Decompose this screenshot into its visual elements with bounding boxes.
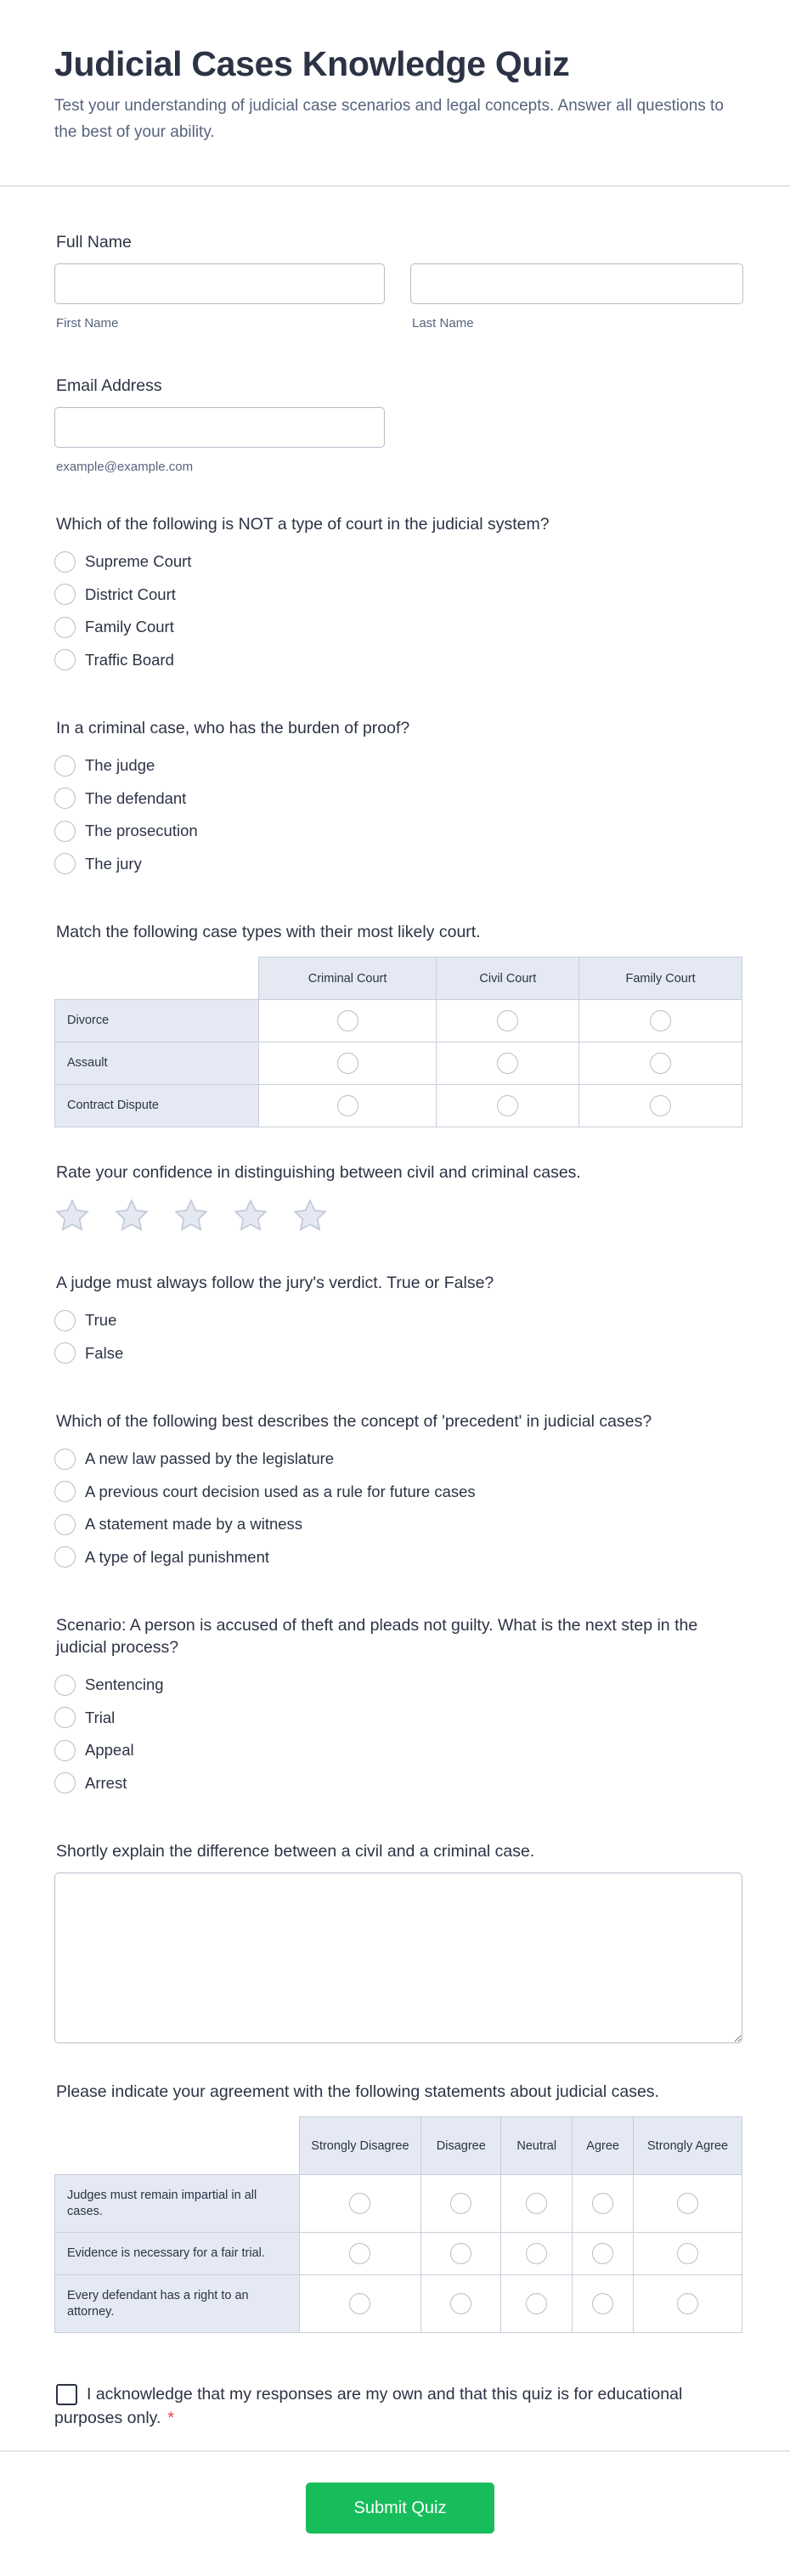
email-label: Email Address <box>56 376 162 395</box>
radio-option-label: The judge <box>85 756 155 775</box>
matrix-radio[interactable] <box>592 2243 613 2264</box>
long-answer-textarea[interactable] <box>54 1873 742 2043</box>
matrix-table <box>54 957 742 1127</box>
matrix-row <box>55 2233 742 2275</box>
matrix-table <box>54 2116 742 2333</box>
matrix-row-label: Judges must remain impartial in all cases. <box>55 2175 300 2233</box>
acknowledgement-label <box>54 2382 725 2430</box>
radio-option[interactable] <box>54 1476 742 1509</box>
acknowledgement-text: I acknowledge that my responses are my own and that this quiz is for educational purposes only. <box>54 2385 683 2427</box>
matrix-radio[interactable] <box>450 2293 471 2314</box>
radio-option-label: Trial <box>85 1708 116 1726</box>
radio-button[interactable] <box>54 1772 76 1794</box>
matrix-radio[interactable] <box>497 1095 518 1116</box>
question-court-type <box>54 513 742 676</box>
matrix-radio[interactable] <box>650 1053 671 1074</box>
radio-button[interactable] <box>54 551 76 573</box>
matrix-radio[interactable] <box>526 2293 547 2314</box>
question-label: Shortly explain the difference between a civil and a criminal case. <box>56 1842 535 1861</box>
form-footer <box>0 2450 790 2576</box>
question-label: In a criminal case, who has the burden of proof? <box>56 719 410 737</box>
radio-option[interactable] <box>54 782 742 816</box>
radio-option[interactable] <box>54 848 742 881</box>
radio-option[interactable] <box>54 1508 742 1541</box>
radio-option-label: False <box>85 1343 124 1362</box>
radio-option[interactable] <box>54 1541 742 1574</box>
radio-option-label: Supreme Court <box>85 552 192 571</box>
radio-option[interactable] <box>54 1337 742 1370</box>
radio-option-label: Sentencing <box>85 1675 164 1694</box>
matrix-radio[interactable] <box>337 1095 358 1116</box>
radio-option-label: The prosecution <box>85 822 198 840</box>
matrix-radio[interactable] <box>650 1095 671 1116</box>
matrix-row <box>55 1042 742 1085</box>
radio-option[interactable] <box>54 579 742 612</box>
matrix-column-header: Family Court <box>579 958 742 1000</box>
radio-option[interactable] <box>54 749 742 782</box>
question-label: A judge must always follow the jury's verdict. True or False? <box>56 1274 494 1292</box>
matrix-column-header: Strongly Agree <box>634 2117 742 2175</box>
question-case-court-matrix <box>54 921 742 1127</box>
radio-button[interactable] <box>54 1342 76 1364</box>
matrix-row-label: Evidence is necessary for a fair trial. <box>55 2233 300 2275</box>
radio-option[interactable] <box>54 1443 742 1476</box>
matrix-radio[interactable] <box>349 2293 370 2314</box>
radio-group <box>54 749 742 880</box>
radio-option-label: The jury <box>85 854 142 873</box>
last-name-input[interactable] <box>410 263 743 304</box>
required-asterisk: * <box>167 2409 174 2427</box>
matrix-row-label: Assault <box>55 1042 259 1085</box>
matrix-radio[interactable] <box>650 1010 671 1031</box>
matrix-column-header: Civil Court <box>437 958 579 1000</box>
matrix-radio[interactable] <box>337 1053 358 1074</box>
radio-button[interactable] <box>54 1675 76 1696</box>
matrix-row <box>55 1085 742 1127</box>
radio-option[interactable] <box>54 1304 742 1337</box>
email-input[interactable] <box>54 407 385 448</box>
matrix-radio[interactable] <box>497 1010 518 1031</box>
question-label: Rate your confidence in distinguishing between civil and criminal cases. <box>56 1163 581 1182</box>
submit-button[interactable]: Submit Quiz <box>306 2483 494 2534</box>
radio-option-label: Family Court <box>85 618 174 636</box>
full-name-field <box>54 231 742 330</box>
question-jury-verdict <box>54 1272 742 1370</box>
radio-option-label: True <box>85 1311 117 1330</box>
radio-button[interactable] <box>54 755 76 777</box>
last-name-sublabel: Last Name <box>412 316 474 330</box>
radio-option[interactable] <box>54 545 742 579</box>
star-icon[interactable] <box>233 1199 268 1233</box>
radio-option[interactable] <box>54 1767 742 1800</box>
question-label: Scenario: A person is accused of theft and pleads not guilty. What is the next step in the judicial process? <box>56 1616 698 1657</box>
matrix-row <box>55 1000 742 1042</box>
form-body <box>0 187 790 2430</box>
matrix-row-label: Divorce <box>55 1000 259 1042</box>
matrix-column-header: Strongly Disagree <box>299 2117 421 2175</box>
matrix-radio[interactable] <box>526 2243 547 2264</box>
matrix-row-label: Every defendant has a right to an attorney. <box>55 2275 300 2333</box>
radio-button[interactable] <box>54 1740 76 1761</box>
radio-option[interactable] <box>54 1702 742 1735</box>
radio-button[interactable] <box>54 1514 76 1535</box>
star-icon[interactable] <box>292 1199 328 1233</box>
first-name-sublabel: First Name <box>56 316 119 330</box>
matrix-radio[interactable] <box>592 2293 613 2314</box>
radio-button[interactable] <box>54 1449 76 1470</box>
star-icon[interactable] <box>114 1199 150 1233</box>
radio-option-label: District Court <box>85 585 176 603</box>
matrix-radio[interactable] <box>497 1053 518 1074</box>
radio-option[interactable] <box>54 1734 742 1767</box>
matrix-radio[interactable] <box>349 2243 370 2264</box>
radio-button[interactable] <box>54 1707 76 1728</box>
radio-button[interactable] <box>54 1546 76 1568</box>
question-burden-of-proof <box>54 717 742 880</box>
matrix-radio[interactable] <box>677 2293 698 2314</box>
question-theft-scenario <box>54 1614 742 1799</box>
full-name-label: Full Name <box>56 233 132 251</box>
matrix-row <box>55 2175 742 2233</box>
question-civil-vs-criminal <box>54 1840 742 2043</box>
radio-group <box>54 1304 742 1370</box>
radio-option[interactable] <box>54 1669 742 1702</box>
radio-option[interactable] <box>54 611 742 644</box>
radio-option-label: The defendant <box>85 788 187 807</box>
form-header <box>0 0 790 187</box>
radio-option-label: A previous court decision used as a rule for future cases <box>85 1482 476 1500</box>
matrix-row <box>55 2275 742 2333</box>
matrix-column-header: Disagree <box>421 2117 501 2175</box>
question-label: Which of the following is NOT a type of court in the judicial system? <box>56 515 550 534</box>
radio-button[interactable] <box>54 1310 76 1331</box>
question-agreement-matrix <box>54 2081 742 2333</box>
page-description: Test your understanding of judicial case scenarios and legal concepts. Answer all questions to the best of your ability. <box>54 97 724 141</box>
star-rating <box>54 1199 742 1233</box>
first-name-input[interactable] <box>54 263 385 304</box>
radio-option-label: Arrest <box>85 1773 127 1792</box>
question-label: Please indicate your agreement with the following statements about judicial cases. <box>56 2082 659 2101</box>
matrix-radio[interactable] <box>677 2193 698 2214</box>
question-label: Match the following case types with their most likely court. <box>56 923 481 941</box>
matrix-column-header: Agree <box>573 2117 634 2175</box>
matrix-radio[interactable] <box>526 2193 547 2214</box>
matrix-row-label: Contract Dispute <box>55 1085 259 1127</box>
matrix-radio[interactable] <box>337 1010 358 1031</box>
radio-option[interactable] <box>54 644 742 677</box>
radio-option-label: A statement made by a witness <box>85 1515 303 1534</box>
matrix-radio[interactable] <box>592 2193 613 2214</box>
radio-option-label: Appeal <box>85 1741 134 1760</box>
email-field <box>54 375 742 474</box>
acknowledgement-checkbox[interactable] <box>56 2384 77 2405</box>
email-sublabel: example@example.com <box>56 460 194 474</box>
radio-button[interactable] <box>54 788 76 809</box>
radio-button[interactable] <box>54 584 76 605</box>
matrix-column-header: Neutral <box>501 2117 573 2175</box>
radio-button[interactable] <box>54 1481 76 1502</box>
radio-button[interactable] <box>54 821 76 842</box>
radio-option[interactable] <box>54 815 742 848</box>
radio-group <box>54 545 742 676</box>
radio-group <box>54 1669 742 1799</box>
radio-group <box>54 1443 742 1573</box>
question-confidence-rating <box>54 1161 742 1233</box>
radio-button[interactable] <box>54 617 76 638</box>
star-icon[interactable] <box>173 1199 209 1233</box>
matrix-radio[interactable] <box>349 2193 370 2214</box>
radio-option-label: A new law passed by the legislature <box>85 1449 335 1468</box>
radio-option-label: Traffic Board <box>85 650 174 669</box>
matrix-radio[interactable] <box>450 2243 471 2264</box>
page-title: Judicial Cases Knowledge Quiz <box>54 44 570 83</box>
matrix-radio[interactable] <box>450 2193 471 2214</box>
matrix-column-header: Criminal Court <box>258 958 437 1000</box>
star-icon[interactable] <box>54 1199 90 1233</box>
radio-option-label: A type of legal punishment <box>85 1547 270 1566</box>
matrix-radio[interactable] <box>677 2243 698 2264</box>
question-label: Which of the following best describes the concept of 'precedent' in judicial cases? <box>56 1412 652 1431</box>
radio-button[interactable] <box>54 649 76 670</box>
radio-button[interactable] <box>54 853 76 874</box>
acknowledgement-field <box>54 2382 725 2430</box>
question-precedent <box>54 1410 742 1573</box>
